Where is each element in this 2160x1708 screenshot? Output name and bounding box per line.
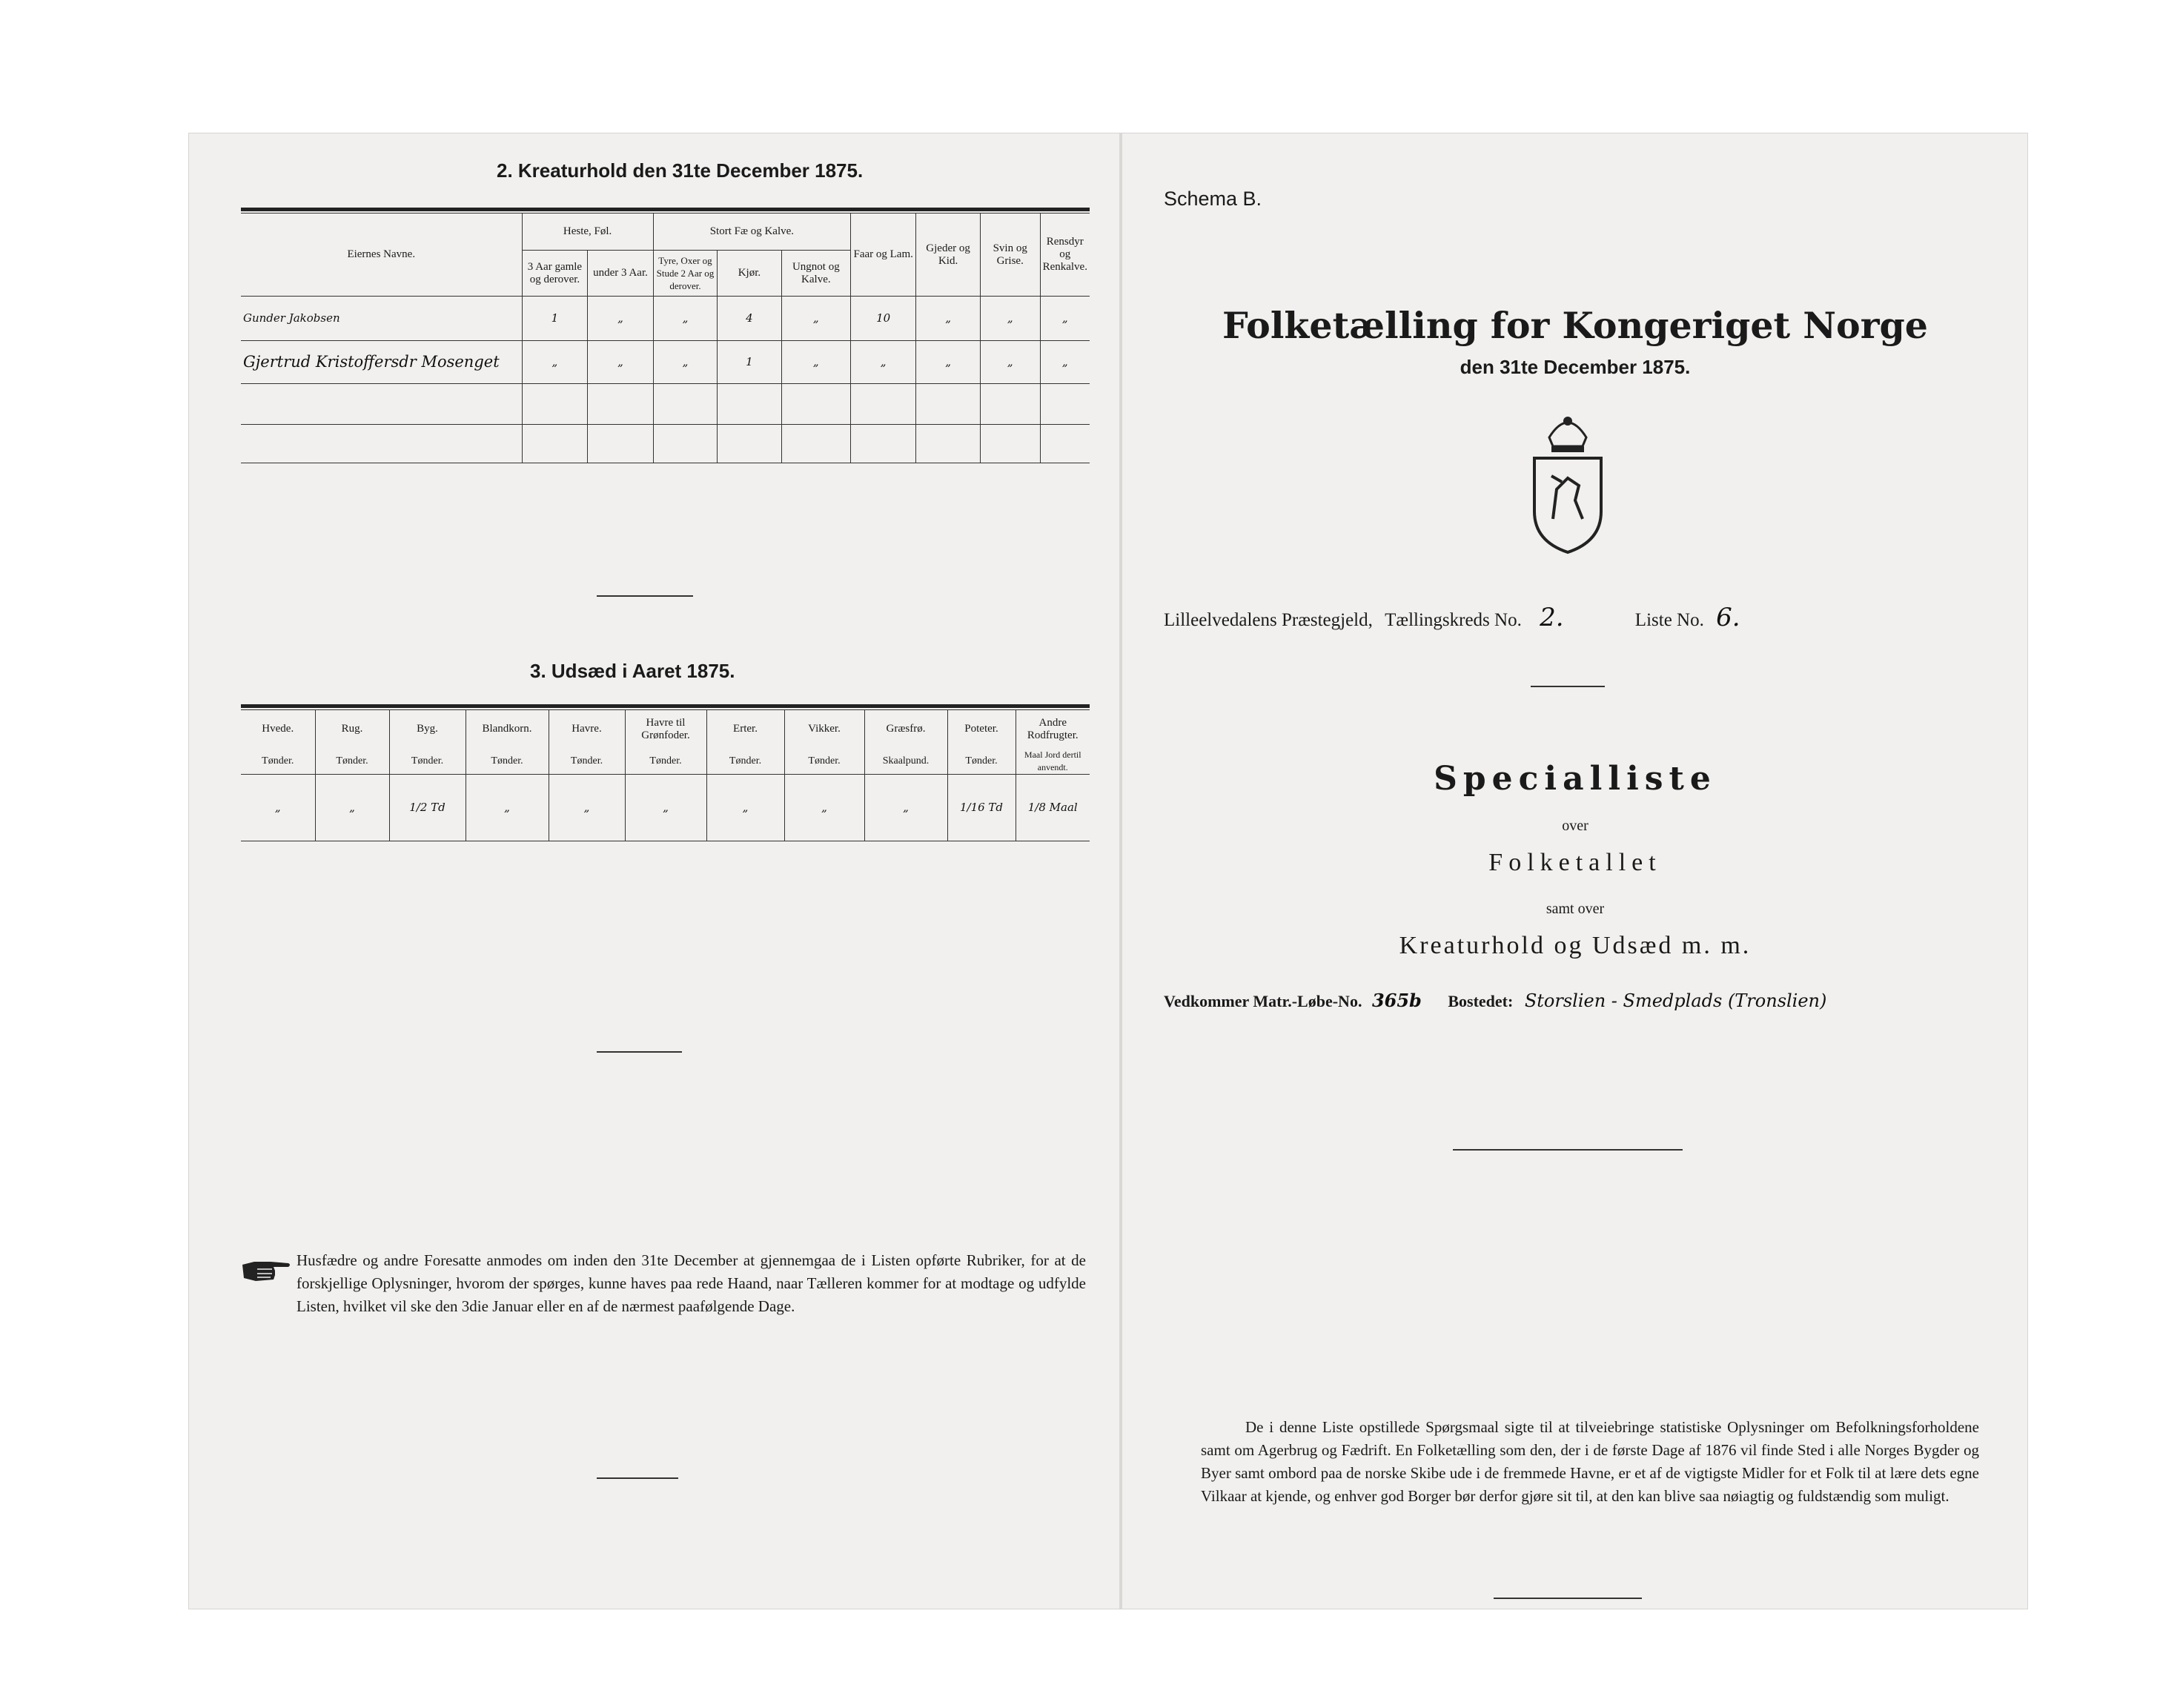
matr-line: [1164, 990, 1826, 1011]
sowing-value-cell: 1/16 Td: [947, 774, 1016, 841]
cell: 4: [718, 297, 781, 341]
calves-header: Ungnot og Kalve.: [781, 251, 851, 297]
liste-value: 6.: [1716, 603, 1740, 632]
census-date: den 31te December 1875.: [1460, 356, 1691, 378]
sowing-value-cell: „: [466, 774, 549, 841]
divider: [1453, 1149, 1683, 1151]
sowing-col-unit: Tønder.: [466, 749, 549, 775]
livestock-table: [241, 213, 1090, 463]
sowing-col-header: Havre til Grønfoder.: [625, 710, 706, 749]
pigs-header: Svin og Grise.: [980, 214, 1040, 297]
table-row: [241, 341, 1090, 384]
samt-over-label: samt over: [1546, 901, 1605, 917]
sowing-col-unit: Tønder.: [625, 749, 706, 775]
page-fold: [1119, 133, 1122, 1609]
over-label: over: [1562, 818, 1588, 834]
prestegjeld-label: Lilleelvedalens Præstegjeld,: [1164, 610, 1373, 630]
cell: „: [1040, 341, 1090, 384]
sheep-header: Faar og Lam.: [851, 214, 916, 297]
sowing-value-cell: „: [706, 774, 784, 841]
sowing-value-cell: „: [315, 774, 389, 841]
divider: [1531, 686, 1605, 687]
owner-name: Gunder Jakobsen: [241, 297, 522, 341]
sowing-value-cell: 1/8 Maal: [1016, 774, 1090, 841]
matr-label: Vedkommer Matr.-Løbe-No.: [1164, 992, 1362, 1010]
divider: [1494, 1598, 1642, 1599]
krets-value: 2.: [1540, 603, 1564, 632]
info-paragraph: De i denne Liste opstillede Spørgsmaal sigte til at tilveiebringe statistiske Oplysninger om Befolkningsforholdene samt om Agerbrug og Fædrift. En Folketælling som den, der i de første Dage af 1876 vil finde Sted i alle Norges Bygder og Byer samt ombord paa de norske Skibe ude i de fremmede Havne, er et af de vigtigste Midler for et Folk til at lære dets egne Vilkaar at kjende, og enhver god Borger bør derfor gjøre sit til, at den kan blive saa nøiagtig og fuldstændig som muligt.: [1201, 1418, 1979, 1505]
cell: „: [916, 341, 981, 384]
section-3-title: 3. Udsæd i Aaret 1875.: [530, 660, 735, 682]
sowing-col-unit: Tønder.: [784, 749, 864, 775]
bosted-value: Storslien - Smedplads (Tronslien): [1524, 990, 1827, 1011]
cattle-header: Stort Fæ og Kalve.: [653, 214, 850, 251]
reindeer-header: Rensdyr og Renkalve.: [1040, 214, 1090, 297]
cell: 1: [718, 341, 781, 384]
sowing-col-unit: Tønder.: [947, 749, 1016, 775]
sowing-value-cell: „: [241, 774, 315, 841]
section-2-title: 2. Kreaturhold den 31te December 1875.: [497, 159, 864, 182]
pointing-hand-icon: [241, 1254, 293, 1284]
sowing-col-header: Græsfrø.: [864, 710, 947, 749]
sowing-col-unit: Tønder.: [389, 749, 466, 775]
matr-value: 365b: [1371, 990, 1422, 1011]
sowing-col-unit: Tønder.: [241, 749, 315, 775]
sowing-col-header: Rug.: [315, 710, 389, 749]
right-page: [1127, 137, 2024, 1605]
sowing-value-cell: „: [864, 774, 947, 841]
cell: „: [588, 341, 653, 384]
sowing-col-header: Vikker.: [784, 710, 864, 749]
sowing-value-cell: „: [625, 774, 706, 841]
specialliste-title: Specialliste: [1434, 760, 1717, 798]
horses-young-header: under 3 Aar.: [588, 251, 653, 297]
sowing-value-cell: „: [549, 774, 625, 841]
cell: „: [588, 297, 653, 341]
cell: „: [781, 297, 851, 341]
sowing-col-unit: Tønder.: [549, 749, 625, 775]
cell: „: [522, 341, 588, 384]
sowing-value-cell: 1/2 Td: [389, 774, 466, 841]
krets-label: Tællingskreds No.: [1385, 610, 1522, 630]
sowing-col-header: Hvede.: [241, 710, 315, 749]
cell: „: [781, 341, 851, 384]
cell: 1: [522, 297, 588, 341]
liste-label: Liste No.: [1634, 610, 1704, 630]
main-title: Folketælling for Kongeriget Norge: [1222, 304, 1928, 347]
cell: „: [653, 341, 718, 384]
sowing-col-unit: Skaalpund.: [864, 749, 947, 775]
sowing-col-header: Byg.: [389, 710, 466, 749]
cell: „: [980, 341, 1040, 384]
horses-adult-header: 3 Aar gamle og derover.: [522, 251, 588, 297]
cell: „: [653, 297, 718, 341]
bosted-label: Bostedet:: [1448, 992, 1514, 1010]
left-page: [193, 137, 1116, 1605]
kreaturhold-title: Kreaturhold og Udsæd m. m.: [1399, 932, 1752, 959]
sowing-col-unit: Maal Jord dertil anvendt.: [1016, 749, 1090, 775]
notice-text: Husfædre og andre Foresatte anmodes om inden den 31te December at gjennemgaa de i Listen opførte Rubriker, for at de forskjellige Oplysninger, hvorom der spørges, kunne haves paa rede Haand, naar Tælleren kommer for at modtage og udfylde Listen, hvilket vil ske den 3die Januar eller en af de nærmest paafølgende Dage.: [296, 1251, 1086, 1315]
sowing-col-header: Poteter.: [947, 710, 1016, 749]
cell: „: [851, 341, 916, 384]
cell: „: [980, 297, 1040, 341]
cell: 10: [851, 297, 916, 341]
sowing-table: [241, 709, 1090, 841]
sowing-value-cell: „: [784, 774, 864, 841]
divider: [597, 595, 693, 597]
divider: [597, 1477, 678, 1479]
table-row: [241, 425, 1090, 463]
district-line: [1164, 603, 1740, 632]
goats-header: Gjeder og Kid.: [916, 214, 981, 297]
sowing-col-unit: Tønder.: [315, 749, 389, 775]
table-row: [241, 774, 1090, 841]
coat-of-arms-icon: [1523, 408, 1612, 556]
sowing-col-header: Andre Rodfrugter.: [1016, 710, 1090, 749]
owner-name: Gjertrud Kristoffersdr Mosenget: [241, 341, 522, 384]
folketallet-title: Folketallet: [1488, 849, 1662, 876]
cows-header: Kjør.: [718, 251, 781, 297]
divider: [597, 1051, 682, 1053]
sowing-col-header: Havre.: [549, 710, 625, 749]
table-top-rule: [241, 704, 1090, 708]
cell: „: [1040, 297, 1090, 341]
sowing-col-unit: Tønder.: [706, 749, 784, 775]
sowing-col-header: Blandkorn.: [466, 710, 549, 749]
sowing-col-header: Erter.: [706, 710, 784, 749]
schema-label: Schema B.: [1164, 188, 1262, 210]
table-row: [241, 384, 1090, 425]
table-row: [241, 297, 1090, 341]
owner-header: Eiernes Navne.: [241, 214, 522, 297]
horses-header: Heste, Føl.: [522, 214, 653, 251]
bulls-header: Tyre, Oxer og Stude 2 Aar og derover.: [653, 251, 718, 297]
table-top-rule: [241, 208, 1090, 211]
cell: „: [916, 297, 981, 341]
